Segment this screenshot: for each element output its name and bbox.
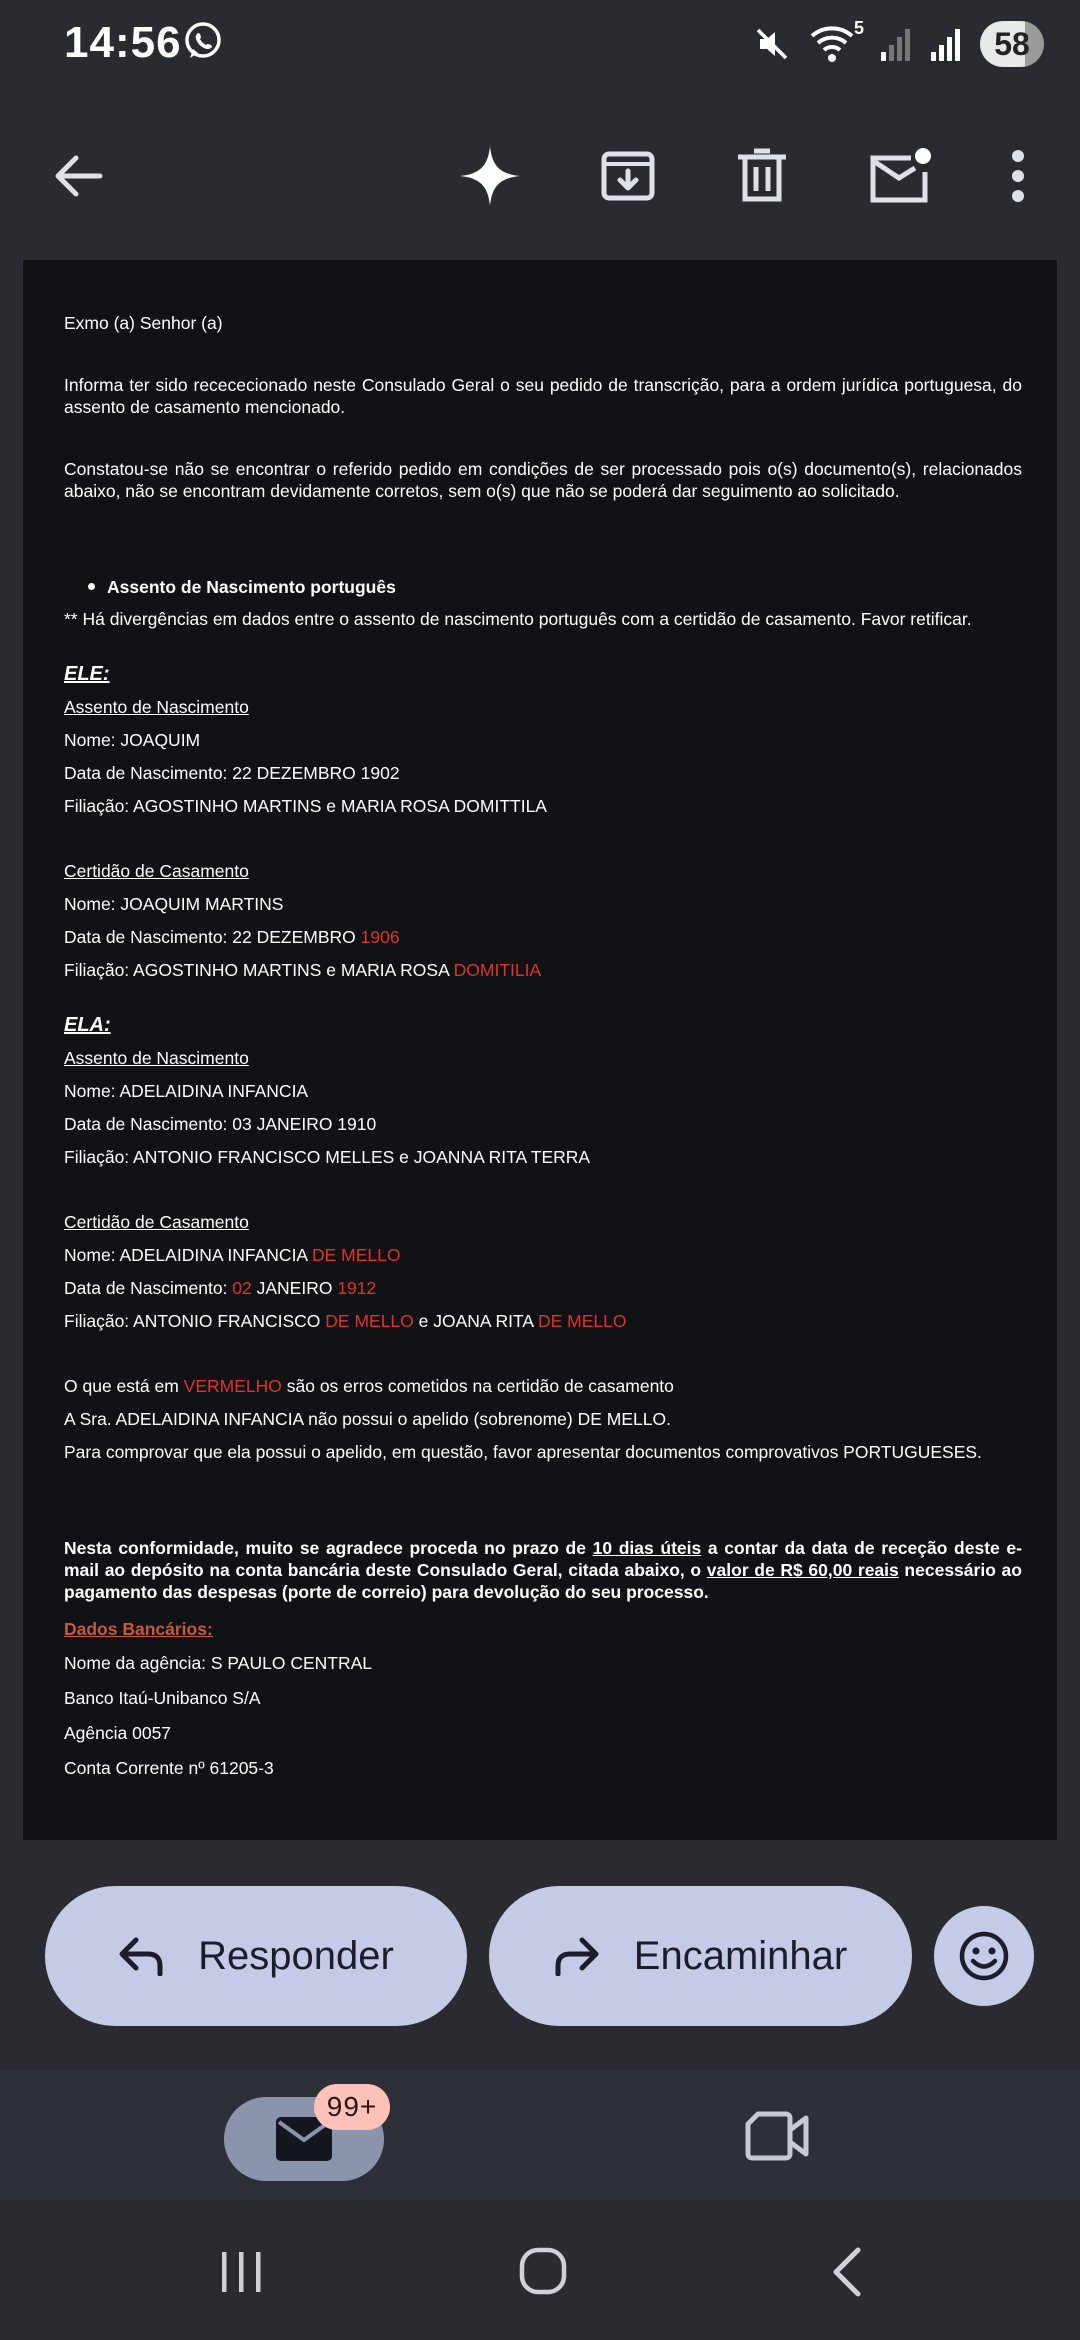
payment-value: valor de R$ 60,00 reais (706, 1560, 899, 1580)
ela-cert-data-prefix: Data de Nascimento: (64, 1278, 233, 1298)
ela-assento-data: Data de Nascimento: 03 JANEIRO 1910 (64, 1114, 377, 1134)
errors-legend (64, 1370, 1022, 1403)
email-body[interactable] (23, 260, 1057, 1840)
section-heading-ela: ELA: (64, 1014, 111, 1036)
ela-assento-title: Assento de Nascimento (64, 1048, 249, 1068)
ela-cert-data (64, 1272, 1022, 1305)
error-text: DE MELLO (325, 1311, 414, 1331)
bank-name: Banco Itaú-Unibanco S/A (64, 1688, 261, 1708)
forward-icon (554, 1936, 600, 1976)
payment-deadline: 10 dias úteis (592, 1538, 702, 1558)
divergence-note: ** Há divergências em dados entre o assento de nascimento português com a certidão de casamento. Favor retificar. (64, 609, 972, 629)
arrow-left-icon (50, 148, 106, 204)
payment-paragraph (64, 1537, 1022, 1603)
ela-cert-nome (64, 1239, 1022, 1272)
recent-apps-button[interactable] (218, 2250, 266, 2294)
email-content (64, 312, 1022, 1786)
forward-button[interactable] (489, 1886, 912, 2026)
mute-icon (754, 26, 790, 62)
ela-cert-fil-prefix: Filiação: ANTONIO FRANCISCO (64, 1311, 326, 1331)
status-icons (754, 18, 1044, 70)
signal-weak-icon (880, 26, 910, 62)
gemini-button[interactable] (452, 138, 528, 214)
list-item (64, 570, 1022, 603)
whatsapp-icon (182, 20, 224, 62)
ele-cert-title: Certidão de Casamento (64, 861, 249, 881)
bank-agency-name: Nome da agência: S PAULO CENTRAL (64, 1653, 373, 1673)
payment-text-1: Nesta conformidade, muito se agradece proceda no prazo de (64, 1538, 593, 1558)
back-button[interactable] (40, 138, 116, 214)
ele-assento-data: Data de Nascimento: 22 DEZEMBRO 1902 (64, 763, 400, 783)
error-text: 1912 (337, 1278, 377, 1298)
forward-label: Encaminhar (633, 1933, 848, 1978)
status-bar (0, 0, 1080, 90)
payment-text-2: a contar da data de receção deste e-mail ao depósito na conta bancária deste Consulado Geral, citada abaixo, o (64, 1538, 1022, 1580)
errors-prefix: O que está em (64, 1376, 184, 1396)
ele-cert-filiacao-prefix: Filiação: AGOSTINHO MARTINS e MARIA ROSA (64, 960, 454, 980)
ela-cert-nome-prefix: Nome: ADELAIDINA INFANCIA (64, 1245, 312, 1265)
bank-account: Conta Corrente nº 61205-3 (64, 1758, 274, 1778)
mark-unread-icon (867, 146, 933, 206)
email-toolbar (0, 90, 1080, 260)
system-navigation-bar (0, 2200, 1080, 2340)
delete-button[interactable] (724, 138, 800, 214)
bottom-navigation (0, 2070, 1080, 2200)
ele-cert-filiacao (64, 954, 1022, 987)
section-heading-ele: ELE: (64, 663, 110, 685)
bullet-text: Assento de Nascimento português (107, 576, 396, 597)
paragraph-issue: Constatou-se não se encontrar o referido pedido em condições de ser processado pois o(s) documento(s), relacionados abaixo, não se encontram devidamente corretos, sem o(s) que não se poderá dar seguimento ao solicitado. (64, 459, 1022, 501)
more-vert-icon (1010, 150, 1026, 202)
nav-meet[interactable] (744, 2110, 810, 2167)
archive-button[interactable] (590, 138, 666, 214)
wifi-icon (810, 18, 864, 64)
home-button[interactable] (518, 2246, 568, 2296)
reply-label: Responder (198, 1933, 394, 1978)
errors-red-word: VERMELHO (183, 1376, 282, 1396)
ela-cert-data-mid: JANEIRO (251, 1278, 338, 1298)
emoji-icon (958, 1930, 1010, 1982)
reply-icon (118, 1936, 164, 1976)
error-text: 02 (232, 1278, 252, 1298)
battery-indicator: 58 (980, 21, 1044, 67)
back-nav-button[interactable] (828, 2246, 868, 2298)
bank-agency: Agência 0057 (64, 1723, 172, 1743)
emoji-reaction-button[interactable] (934, 1906, 1034, 2006)
error-text: DE MELLO (312, 1245, 401, 1265)
ele-assento-title: Assento de Nascimento (64, 697, 249, 717)
bullet-dot (88, 583, 95, 590)
ela-cert-fil-mid: e JOANA RITA (413, 1311, 538, 1331)
reply-actions-bar (0, 1840, 1080, 2070)
more-options-button[interactable] (980, 138, 1056, 214)
mark-unread-button[interactable] (862, 138, 938, 214)
archive-icon (599, 147, 657, 205)
ele-cert-data (64, 921, 1022, 954)
status-time: 14:56 (64, 18, 182, 67)
unread-badge: 99+ (314, 2084, 390, 2130)
ela-assento-filiacao: Filiação: ANTONIO FRANCISCO MELLES e JOANNA RITA TERRA (64, 1147, 591, 1167)
ele-cert-nome: Nome: JOAQUIM MARTINS (64, 894, 284, 914)
greeting: Exmo (a) Senhor (a) (64, 313, 223, 333)
signal-icon (930, 26, 960, 62)
reply-button[interactable] (45, 1886, 467, 2026)
errors-suffix: são os erros cometidos na certidão de casamento (281, 1376, 674, 1396)
trash-icon (735, 147, 789, 205)
ela-cert-filiacao (64, 1305, 1022, 1338)
paragraph-reception: Informa ter sido recececionado neste Consulado Geral o seu pedido de transcrição, para a ordem jurídica portuguesa, do assento de casamento mencionado. (64, 375, 1022, 417)
surname-note: A Sra. ADELAIDINA INFANCIA não possui o apelido (sobrenome) DE MELLO. (64, 1409, 671, 1429)
error-text: DOMITILIA (453, 960, 542, 980)
payment-text-3: necessário ao pagamento das despesas (porte de correio) para devolução do seu processo. (64, 1560, 1022, 1602)
ela-cert-title: Certidão de Casamento (64, 1212, 249, 1232)
ele-assento-nome: Nome: JOAQUIM (64, 730, 201, 750)
network-type-label: 5 (853, 18, 864, 38)
error-text: DE MELLO (537, 1311, 627, 1331)
bank-details-title: Dados Bancários: (64, 1619, 213, 1639)
prove-note: Para comprovar que ela possui o apelido, em questão, favor apresentar documentos comprovativos PORTUGUESES. (64, 1442, 982, 1462)
ele-cert-data-prefix: Data de Nascimento: 22 DEZEMBRO (64, 927, 361, 947)
sparkle-icon (458, 144, 522, 208)
ele-assento-filiacao: Filiação: AGOSTINHO MARTINS e MARIA ROSA DOMITTILA (64, 796, 547, 816)
error-text: 1906 (360, 927, 400, 947)
video-camera-icon (744, 2110, 810, 2162)
ela-assento-nome: Nome: ADELAIDINA INFANCIA (64, 1081, 309, 1101)
